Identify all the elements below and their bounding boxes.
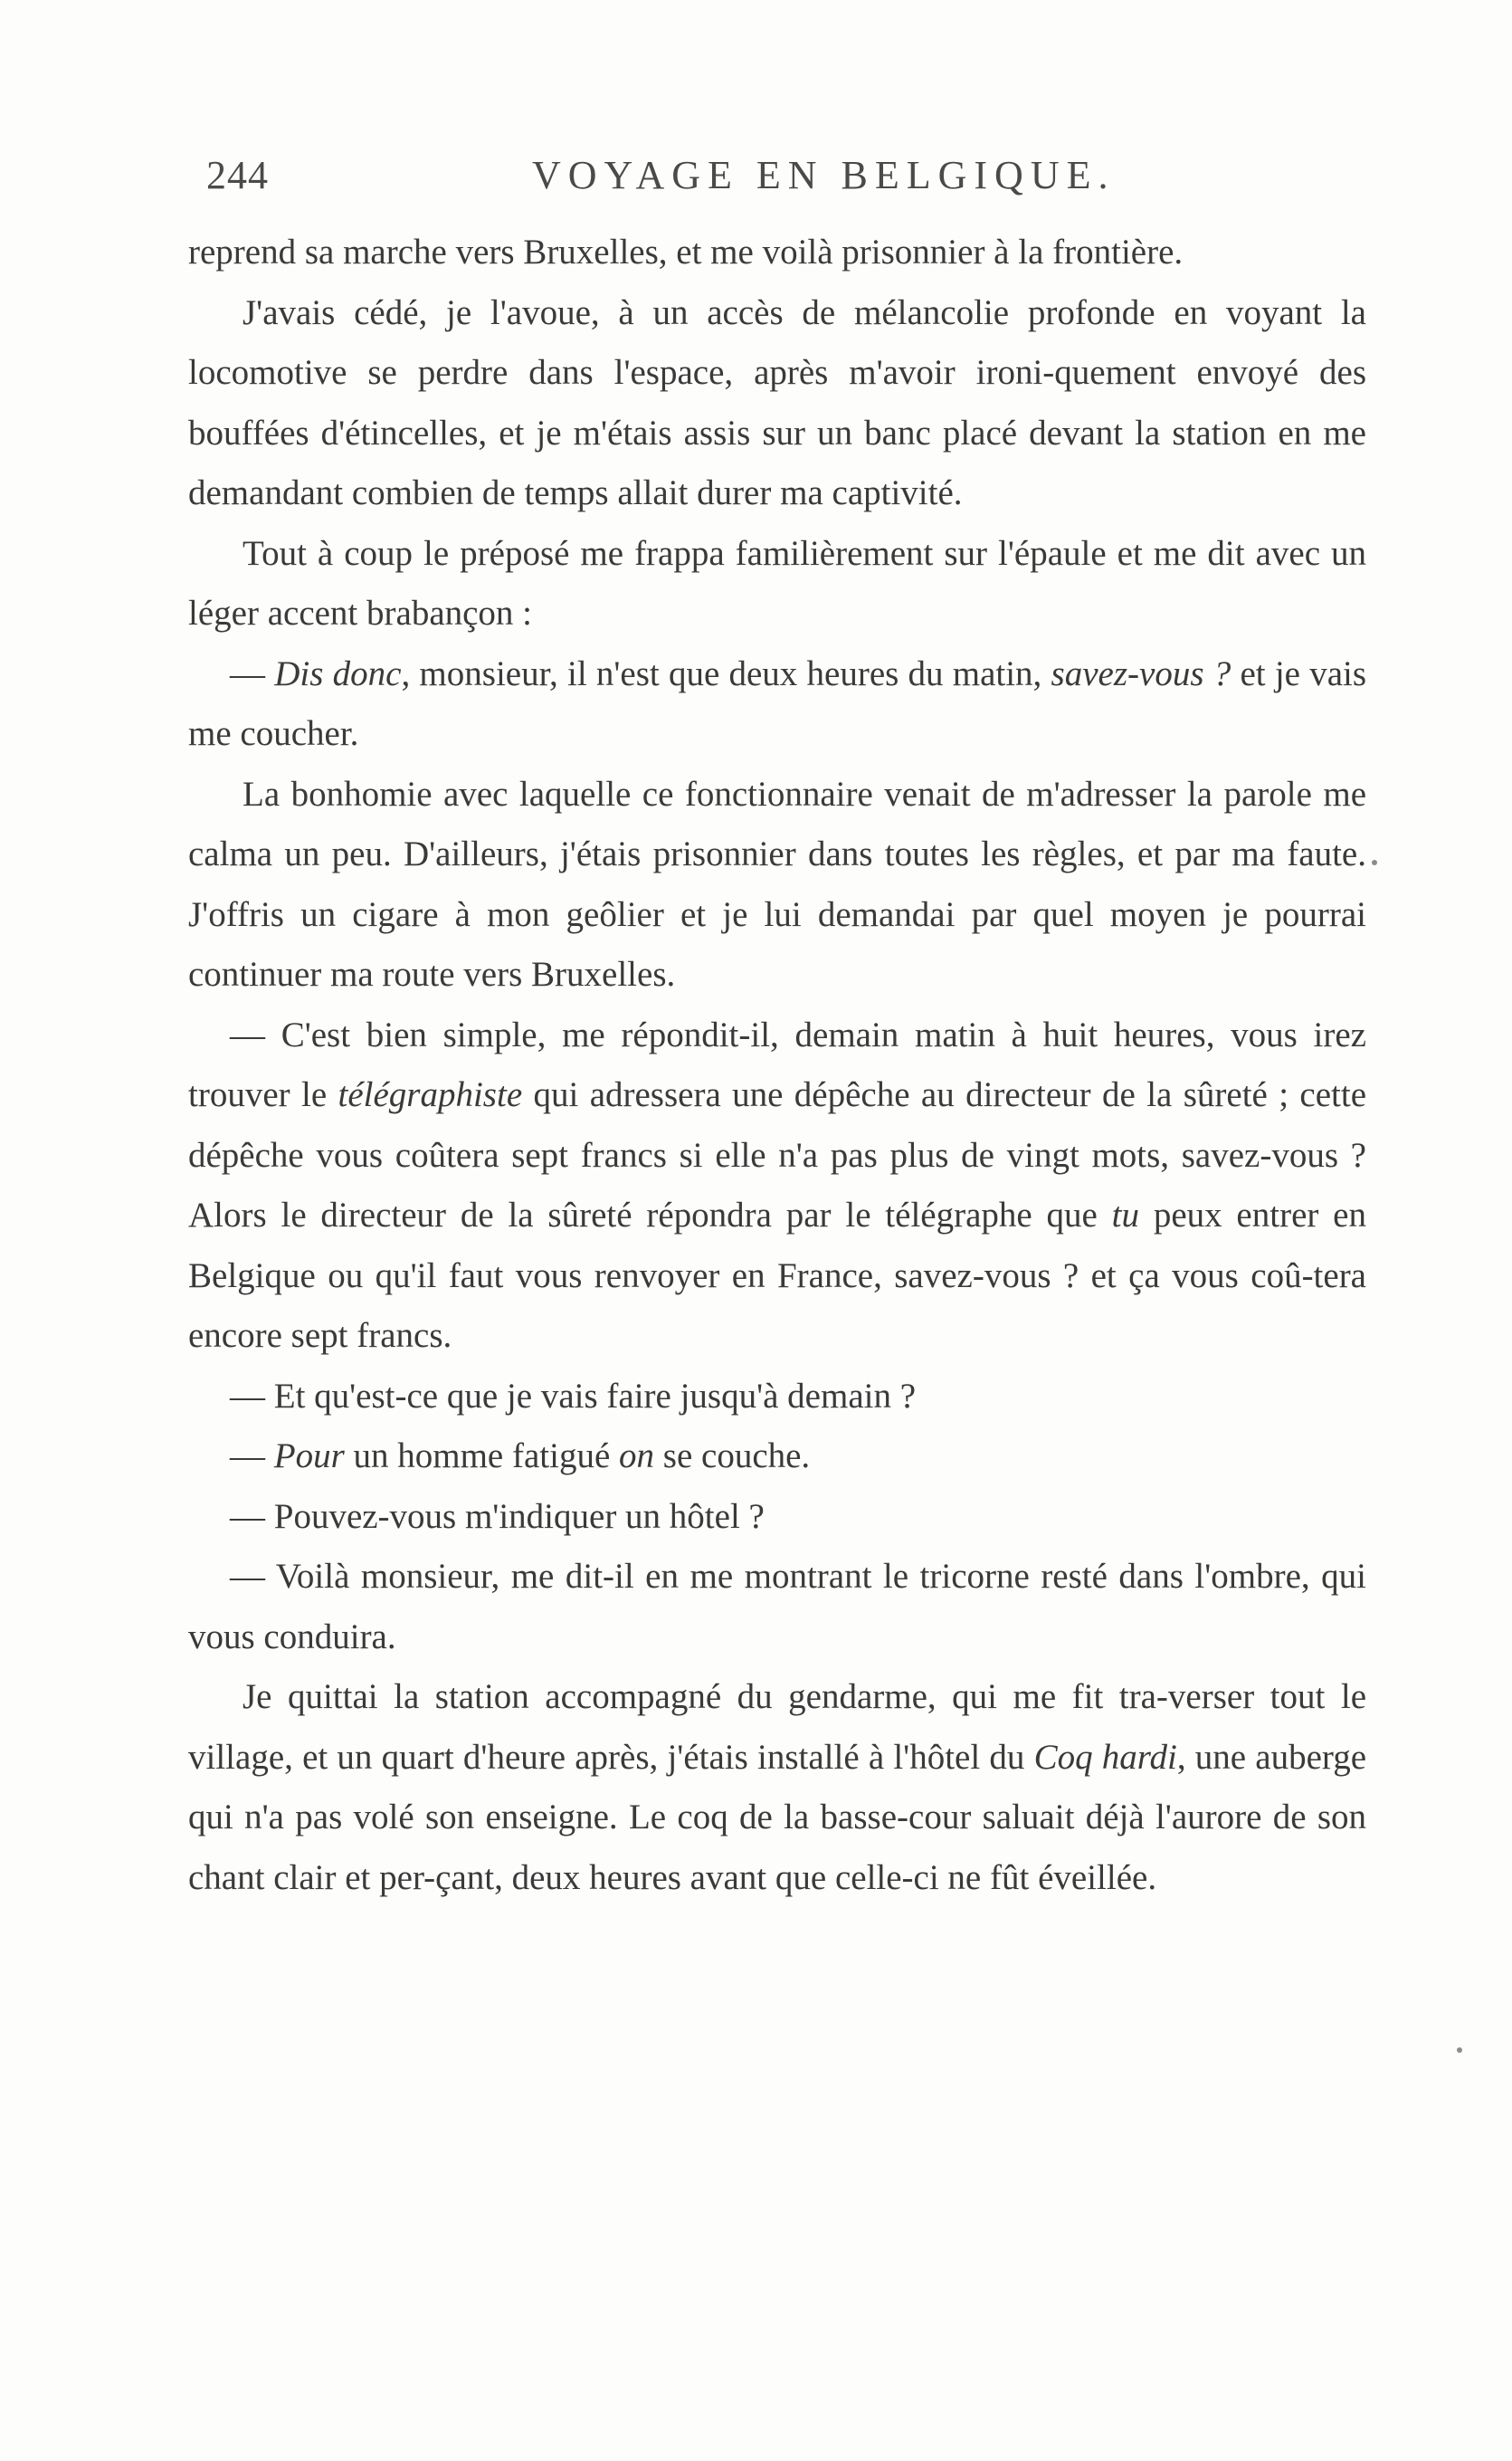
italic-text: télégraphiste <box>338 1075 523 1114</box>
paragraph-text: — Pouvez-vous m'indiquer un hôtel ? <box>230 1496 765 1536</box>
paragraph-text: qui adressera une dépêche au directeur de la sûreté ; cette dépêche vous coûtera sept francs si elle n'a pas plus de vingt mots, savez-vous ? Alors le directeur de la sûreté répondra par le télégraphe que <box>188 1075 1366 1235</box>
italic-text: tu <box>1111 1196 1139 1235</box>
paragraph-text: J'avais cédé, je l'avoue, à un accès de mélancolie profonde en voyant la locomotive se perdre dans l'espace, après m'avoir ironi-quement envoyé des bouffées d'étincelles, et je m'étais assis sur un banc placé devant la station en me demandant combien de temps allait durer ma captivité. <box>188 292 1366 512</box>
paragraph <box>188 283 1366 524</box>
paragraph-text: , une auberge qui n'a pas volé son enseigne. Le coq de la basse-cour saluait déjà l'aurore de son chant clair et per-çant, deux heures avant que celle-ci ne fût éveillée. <box>188 1737 1367 1897</box>
paper-speck <box>1372 860 1377 865</box>
paragraph <box>188 1667 1366 1908</box>
italic-text: savez-vous ? <box>1051 653 1231 693</box>
italic-text: Dis donc <box>274 653 402 693</box>
paragraph-text: peux entrer en Belgique ou qu'il faut vous renvoyer en France, savez-vous ? et ça vous coû-tera encore sept francs. <box>188 1196 1366 1355</box>
dialogue-line <box>188 1367 1366 1427</box>
dialogue-dash: — <box>230 653 275 693</box>
paragraph-text: se couche. <box>654 1436 811 1475</box>
body-text <box>188 223 1366 1908</box>
italic-text: on <box>619 1436 655 1475</box>
running-title: VOYAGE EN BELGIQUE. <box>532 153 1116 197</box>
dialogue-line <box>188 1547 1366 1667</box>
paragraph-text: — Et qu'est-ce que je vais faire jusqu'à demain ? <box>230 1376 917 1416</box>
paragraph-text: Je quittai la station accompagné du gendarme, qui me fit tra-verser tout le village, et un quart d'heure après, j'étais installé à l'hôtel du <box>188 1677 1366 1777</box>
paragraph-text: , monsieur, il n'est que deux heures du matin, <box>401 653 1051 693</box>
paragraph-text: Tout à coup le préposé me frappa familièrement sur l'épaule et me dit avec un léger accent brabançon : <box>188 533 1366 633</box>
dialogue-dash: — <box>230 1436 274 1475</box>
paragraph <box>188 524 1366 644</box>
running-head <box>206 152 1365 210</box>
paragraph <box>188 765 1366 1006</box>
dialogue-line <box>188 1006 1366 1367</box>
paragraph-text: un homme fatigué <box>344 1436 620 1475</box>
paragraph-text: et je vais me coucher. <box>188 653 1367 753</box>
paragraph-text: reprend sa marche vers Bruxelles, et me voilà prisonnier à la frontière. <box>188 233 1184 272</box>
paragraph-text: — C'est bien simple, me répondit-il, demain matin à huit heures, vous irez trouver le <box>188 1015 1366 1114</box>
italic-text: Coq hardi <box>1033 1737 1177 1777</box>
italic-text: Pour <box>273 1436 345 1475</box>
paragraph-text: La bonhomie avec laquelle ce fonctionnaire venait de m'adresser la parole me calma un peu. D'ailleurs, j'étais prisonnier dans toutes les règles, et par ma faute. J'offris un cigare à mon geôlier et je lui demandai par quel moyen je pourrai continuer ma route vers Bruxelles. <box>188 774 1366 994</box>
dialogue-line <box>188 1426 1366 1487</box>
paper-speck <box>1457 2047 1462 2053</box>
paragraph-continuation <box>188 223 1366 283</box>
paragraph-text: — Voilà monsieur, me dit-il en me montrant le tricorne resté dans l'ombre, qui vous conduira. <box>188 1557 1366 1656</box>
dialogue-line <box>188 1487 1366 1548</box>
dialogue-line <box>188 644 1366 765</box>
page-number: 244 <box>206 153 269 197</box>
